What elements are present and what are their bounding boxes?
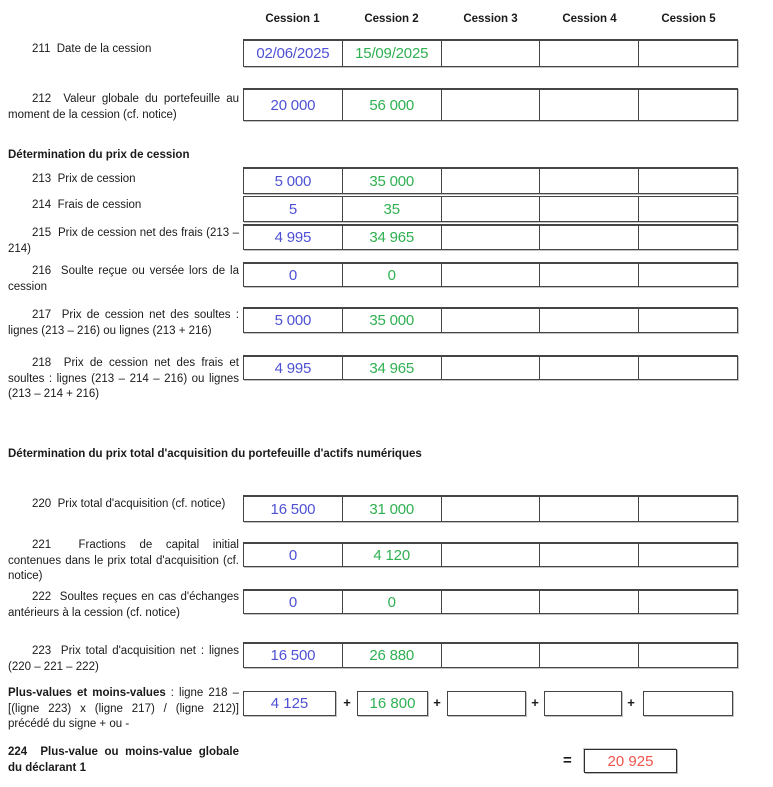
cell-221-cession3[interactable]	[441, 544, 540, 566]
row-212-label: 212 Valeur globale du portefeuille au moment de la cession (cf. notice)	[8, 93, 239, 121]
cell-221-cession1[interactable]: 0	[288, 546, 297, 564]
cell-217-cession5[interactable]	[638, 309, 737, 332]
row-221-label: 221 Fractions de capital initial contenues dans le prix total d'acquisition (cf. notice)	[8, 539, 239, 582]
column-header-cession-5: Cession 5	[661, 13, 716, 25]
cell-214-cession1[interactable]: 5	[288, 200, 297, 218]
cell-223-cession2[interactable]: 26 880	[342, 644, 441, 667]
cell-211-cession4[interactable]	[539, 41, 638, 66]
cell-215-cession3[interactable]	[441, 226, 540, 249]
cell-220-cession3[interactable]	[441, 497, 540, 521]
row-217-cells	[243, 307, 738, 333]
row-211-label: 211 Date de la cession	[32, 43, 152, 55]
cell-218-cession4[interactable]	[539, 357, 638, 379]
cell-212-cession5[interactable]	[638, 90, 737, 120]
cell-212-cession4[interactable]	[539, 90, 638, 120]
cell-212-cession1[interactable]: 20 000	[270, 96, 316, 114]
cell-211-cession3[interactable]	[441, 41, 540, 66]
cell-212-cession3[interactable]	[441, 90, 540, 120]
row-216-label: 216 Soulte reçue ou versée lors de la cession	[8, 265, 239, 293]
cell-216-cession5[interactable]	[638, 264, 737, 286]
plus-sign-4: +	[627, 695, 635, 710]
cell-213-cession3[interactable]	[441, 169, 540, 193]
cell-217-cession1[interactable]: 5 000	[274, 312, 312, 329]
cell-216-cession4[interactable]	[539, 264, 638, 286]
section-title-prix-total-acquisition: Détermination du prix total d'acquisition du portefeuille d'actifs numériques	[8, 448, 422, 460]
row-221-cells	[243, 542, 738, 567]
cell-216-cession2[interactable]: 0	[342, 264, 441, 286]
column-header-cession-1: Cession 1	[265, 13, 320, 25]
cell-214-cession2[interactable]: 35	[342, 197, 441, 221]
cell-213-cession2[interactable]: 35 000	[342, 169, 441, 193]
row-222-cells	[243, 589, 738, 614]
column-headers	[243, 13, 738, 25]
row-218-label: 218 Prix de cession net des frais et soultes : lignes (213 – 214 – 216) ou lignes (213 – 214 + 216)	[8, 357, 239, 400]
column-header-cession-3: Cession 3	[463, 13, 518, 25]
cell-214-cession5[interactable]	[638, 197, 737, 221]
cell-217-cession3[interactable]	[441, 309, 540, 332]
cell-223-cession1[interactable]: 16 500	[270, 647, 316, 664]
column-header-cession-4: Cession 4	[562, 13, 617, 25]
row-213-label: 213 Prix de cession	[32, 173, 136, 185]
cell-218-cession1[interactable]: 4 995	[274, 359, 312, 377]
cell-213-cession1[interactable]: 5 000	[274, 172, 312, 190]
cell-211-cession1[interactable]: 02/06/2025	[256, 45, 330, 62]
column-header-cession-2: Cession 2	[364, 13, 419, 25]
plus-values-label-rest: : ligne 218 – [(ligne 223) x (ligne 217) / (ligne 212)] précédé du signe + ou -	[8, 687, 239, 730]
row-217-label: 217 Prix de cession net des soultes : lignes (213 – 216) ou lignes (213 + 216)	[8, 309, 239, 337]
plus-values-label-bold: Plus-values et moins-values	[8, 687, 166, 699]
cell-222-cession3[interactable]	[441, 591, 540, 613]
cell-223-cession3[interactable]	[441, 644, 540, 667]
plus-values-box-cession2[interactable]: 16 800	[357, 691, 428, 716]
cell-213-cession5[interactable]	[638, 169, 737, 193]
cell-220-cession2[interactable]: 31 000	[342, 497, 441, 521]
cell-218-cession5[interactable]	[638, 357, 737, 379]
cell-220-cession1[interactable]: 16 500	[270, 500, 316, 518]
cell-211-cession2[interactable]: 15/09/2025	[342, 41, 441, 66]
row-211-cells	[243, 39, 738, 67]
row-216-cells	[243, 262, 738, 287]
row-223-cells	[243, 642, 738, 668]
cell-215-cession5[interactable]	[638, 226, 737, 249]
cell-215-cession4[interactable]	[539, 226, 638, 249]
plus-values-box-cession1[interactable]: 4 125	[243, 691, 336, 716]
cell-220-cession5[interactable]	[638, 497, 737, 521]
cell-216-cession3[interactable]	[441, 264, 540, 286]
equals-sign: =	[563, 752, 572, 769]
cell-217-cession2[interactable]: 35 000	[342, 309, 441, 332]
plus-sign-2: +	[433, 695, 441, 710]
cell-223-cession4[interactable]	[539, 644, 638, 667]
cell-213-cession4[interactable]	[539, 169, 638, 193]
row-214-label: 214 Frais de cession	[32, 199, 142, 211]
plus-sign-1: +	[343, 695, 351, 710]
cell-215-cession2[interactable]: 34 965	[342, 226, 441, 249]
row-223-label: 223 Prix total d'acquisition net : lignes (220 – 221 – 222)	[8, 645, 239, 673]
plus-values-box-cession5[interactable]	[643, 691, 733, 716]
plus-values-box-cession3[interactable]	[447, 691, 526, 716]
plus-values-label	[8, 686, 239, 733]
cell-211-cession5[interactable]	[638, 41, 737, 66]
cell-221-cession2[interactable]: 4 120	[342, 544, 441, 566]
row-215-label: 215 Prix de cession net des frais (213 – 214)	[8, 227, 239, 255]
cell-212-cession2[interactable]: 56 000	[342, 90, 441, 120]
row-214-cells	[243, 196, 738, 222]
row-212-cells	[243, 88, 738, 121]
result-box-plus-value-globale[interactable]: 20 925	[584, 749, 677, 773]
cell-214-cession4[interactable]	[539, 197, 638, 221]
plus-values-box-cession4[interactable]	[544, 691, 622, 716]
section-title-prix-de-cession: Détermination du prix de cession	[8, 149, 190, 161]
cell-222-cession4[interactable]	[539, 591, 638, 613]
cell-217-cession4[interactable]	[539, 309, 638, 332]
plus-sign-3: +	[531, 695, 539, 710]
cell-221-cession5[interactable]	[638, 544, 737, 566]
cell-222-cession1[interactable]: 0	[288, 593, 297, 611]
cell-218-cession3[interactable]	[441, 357, 540, 379]
row-218-cells	[243, 355, 738, 380]
row-224-label: 224 Plus-value ou moins-value globale du déclarant 1	[8, 746, 239, 774]
cell-220-cession4[interactable]	[539, 497, 638, 521]
cell-221-cession4[interactable]	[539, 544, 638, 566]
row-220-cells	[243, 495, 738, 522]
cell-214-cession3[interactable]	[441, 197, 540, 221]
cell-215-cession1[interactable]: 4 995	[274, 229, 312, 246]
cell-218-cession2[interactable]: 34 965	[342, 357, 441, 379]
row-213-cells	[243, 167, 738, 194]
cell-216-cession1[interactable]: 0	[288, 266, 297, 284]
row-215-cells	[243, 224, 738, 250]
cell-223-cession5[interactable]	[638, 644, 737, 667]
row-220-label: 220 Prix total d'acquisition (cf. notice)	[32, 498, 226, 510]
cell-222-cession2[interactable]: 0	[342, 591, 441, 613]
row-222-label: 222 Soultes reçues en cas d'échanges antérieurs à la cession (cf. notice)	[8, 591, 239, 619]
cell-222-cession5[interactable]	[638, 591, 737, 613]
